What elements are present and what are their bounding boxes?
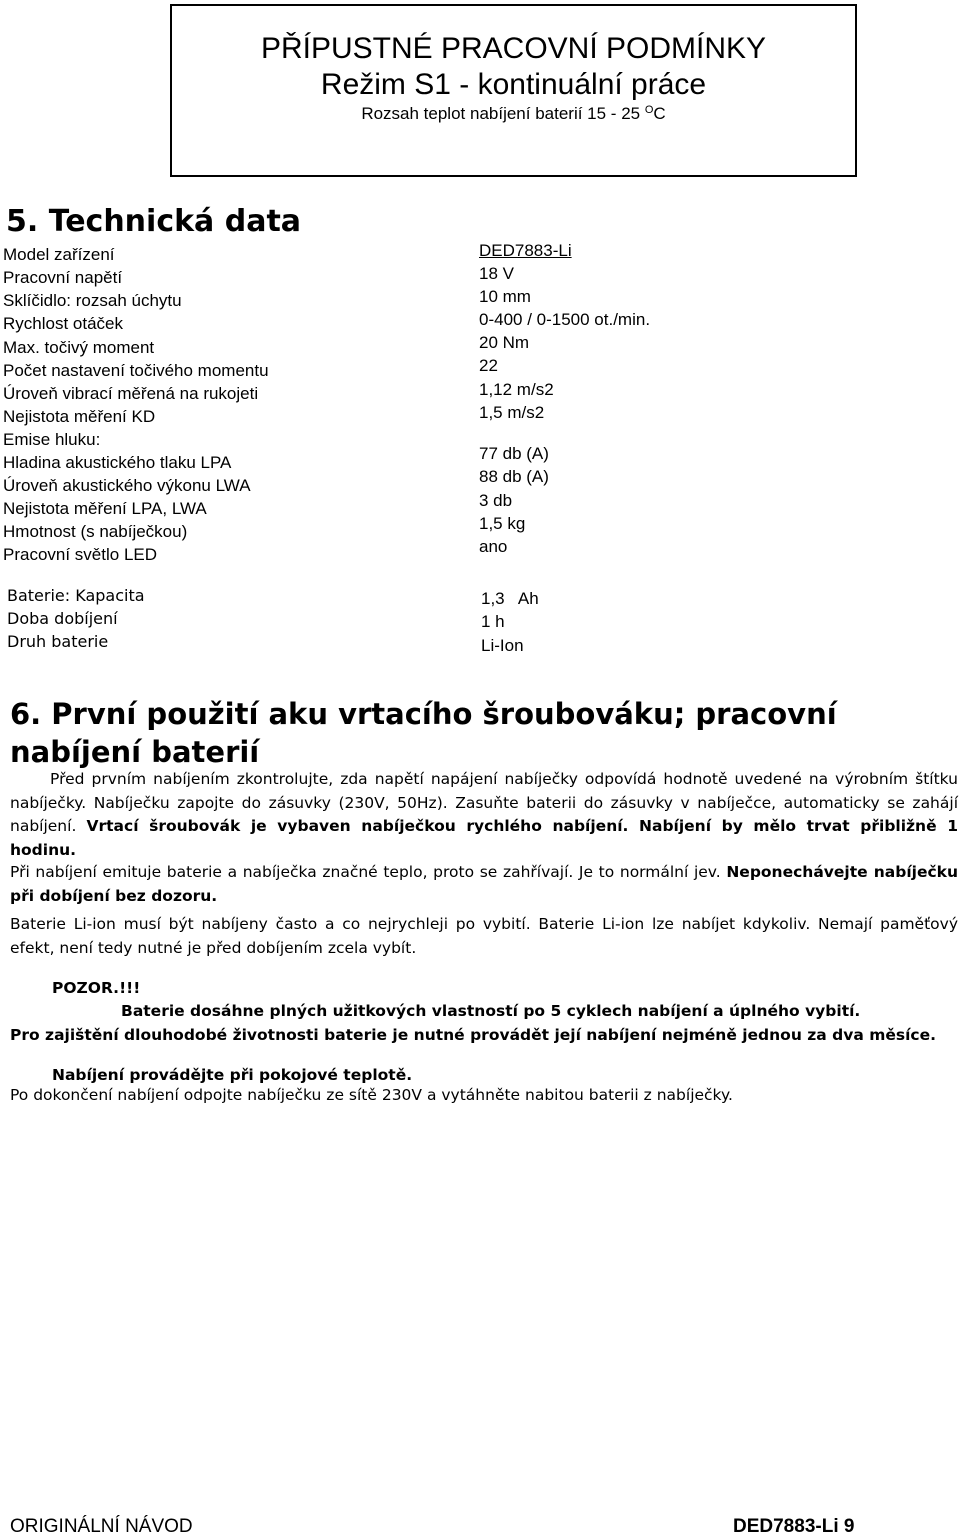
header-mode: Režim S1 - kontinuální práce (320, 68, 707, 101)
spec-value: 20 Nm (479, 333, 530, 352)
warning-title: POZOR.!!! (52, 979, 141, 997)
spec-label: Emise hluku: (3, 430, 101, 449)
spec-label: Úroveň vibrací měřená na rukojeti (3, 384, 259, 403)
spec-value: 18 V (479, 264, 514, 283)
paragraph-heat (10, 861, 958, 908)
spec-label: Nejistota měření KD (3, 407, 156, 426)
spec-value: 10 mm (479, 287, 531, 306)
spec-label: Sklíčidlo: rozsah úchytu (3, 291, 182, 310)
spec-value: 22 (479, 356, 498, 375)
header-title: PŘÍPUSTNÉ PRACOVNÍ PODMÍNKY (260, 32, 767, 65)
spec-label: Model zařízení (3, 245, 115, 264)
footer-page-ref: DED7883-Li 9 (733, 1516, 855, 1537)
spec-label: Pracovní napětí (3, 268, 123, 287)
spec-label: Nejistota měření LPA, LWA (3, 499, 207, 518)
header-box (170, 4, 857, 177)
spec-value: 0-400 / 0-1500 ot./min. (479, 310, 651, 329)
battery-value: 1 h (481, 612, 505, 631)
paragraph-bold-text: Neponechávejte nabíječku při dobíjení bez dozoru. (10, 863, 958, 905)
spec-value: 88 db (A) (479, 467, 549, 486)
footer-left: ORIGINÁLNÍ NÁVOD (10, 1516, 193, 1537)
header-subtitle (172, 104, 855, 124)
spec-label: Hladina akustického tlaku LPA (3, 453, 232, 472)
spec-label: Hmotnost (s nabíječkou) (3, 522, 188, 541)
spec-label: Max. točivý moment (3, 338, 155, 357)
paragraph-text: Při nabíjení emituje baterie a nabíječka značné teplo, proto se zahřívají. Je to normální jev. (10, 863, 727, 881)
battery-value: 1,3 Ah (481, 589, 539, 608)
paragraph-li-ion: Baterie Li-ion musí být nabíjeny často a co nejrychleji po vybití. Baterie Li-ion lze nabíjet kdykoliv. Nemají paměťový efekt, není tedy nutné je před dobíjením zcela vybít. (10, 915, 958, 957)
warning-text: Baterie dosáhne plných užitkových vlastností po 5 cyklech nabíjení a úplného vybití. (121, 1002, 861, 1020)
section-6-title: 6. První použití aku vrtacího šroubováku; pracovní nabíjení baterií (10, 697, 837, 769)
paragraph-text: Před prvním nabíjením zkontrolujte, zda napětí napájení nabíječky odpovídá hodnotě uvedené na výrobním štítku nabíječky. Nabíječku zapojte do zásuvky (230V, 50Hz). Zasuňte baterii do zásuvky v nabíječce, automaticky se zahájí nabíjení. (10, 770, 958, 835)
warning-text-2: Pro zajištění dlouhodobé životnosti baterie je nutné provádět její nabíjení nejméně jednou za dva měsíce. (10, 1026, 936, 1044)
spec-value: 1,12 m/s2 (479, 380, 554, 399)
battery-label: Doba dobíjení (7, 609, 118, 628)
battery-label: Baterie: Kapacita (7, 586, 145, 605)
header-subtitle-text: Rozsah teplot nabíjení baterií 15 - 25 (361, 104, 645, 123)
header-subtitle-sup: O (644, 104, 654, 116)
battery-label: Druh baterie (7, 632, 109, 651)
spec-value: 1,5 kg (479, 514, 526, 533)
spec-label: Pracovní světlo LED (3, 545, 158, 564)
section-5-title: 5. Technická data (6, 204, 302, 239)
spec-label: Rychlost otáček (3, 314, 123, 333)
paragraph-charging (10, 768, 958, 862)
spec-label: Úroveň akustického výkonu LWA (3, 476, 251, 495)
paragraph-bold-text: Vrtací šroubovák je vybaven nabíječkou rychlého nabíjení. Nabíjení by mělo trvat přibližně 1 hodinu. (10, 817, 958, 859)
spec-value-model: DED7883-Li (479, 241, 572, 260)
spec-label: Počet nastavení točivého momentu (3, 361, 269, 380)
battery-value: Li-Ion (481, 636, 524, 655)
spec-value: 3 db (479, 491, 513, 510)
header-subtitle-unit: C (653, 104, 666, 123)
charging-note-title: Nabíjení provádějte při pokojové teplotě. (52, 1066, 413, 1084)
spec-value: 1,5 m/s2 (479, 403, 545, 422)
charging-note-text: Po dokončení nabíjení odpojte nabíječku ze sítě 230V a vytáhněte nabitou baterii z nabíječky. (10, 1086, 733, 1104)
spec-value: 77 db (A) (479, 444, 549, 463)
spec-value: ano (479, 537, 508, 556)
